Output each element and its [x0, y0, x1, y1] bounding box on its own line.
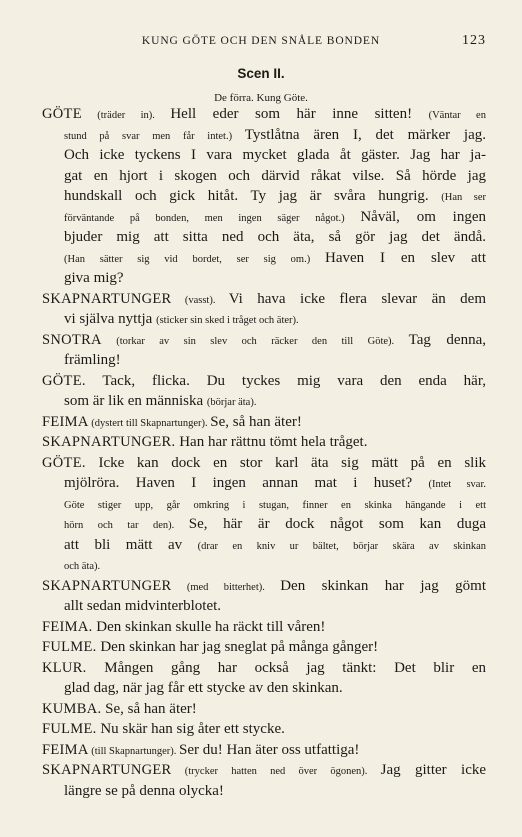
text-line: [42, 227, 486, 248]
stage-direction: (drar en kniv ur bältet, börjar skära av skinkan: [197, 540, 486, 552]
speaker-name: SKAPNARTUNGER: [42, 577, 172, 594]
speaker-name: GÖTE: [42, 106, 82, 122]
stage-direction: (sticker sin sked i tråget och äter).: [156, 315, 299, 326]
text-line: [42, 617, 486, 638]
dialogue: Tystlåtna ären I, det märker jag.: [244, 126, 486, 143]
speaker-name: FEIMA: [42, 413, 89, 430]
dialogue-text: [42, 104, 486, 801]
dialogue: vi själva nyttja: [64, 311, 157, 327]
scene-cast: De förra. Kung Göte.: [214, 92, 308, 104]
dialogue: längre se på denna olycka!: [64, 782, 224, 799]
text-line: [42, 719, 486, 740]
dialogue: att bli mätt av: [64, 536, 198, 553]
speaker-name: KUMBA.: [42, 700, 102, 717]
page-header: [0, 33, 522, 51]
dialogue: Se, så han äter!: [101, 700, 197, 717]
running-title: KUNG GÖTE OCH DEN SNÅLE BONDEN: [141, 35, 381, 47]
page-number: 123: [462, 33, 486, 48]
dialogue: Den skinkan har jag gömt: [280, 577, 486, 594]
speaker-name: KLUR.: [42, 659, 87, 676]
text-line: [42, 145, 486, 166]
text-line: [42, 289, 486, 310]
text-line: [42, 494, 486, 515]
text-line: [42, 248, 486, 269]
stage-direction: (dystert till Skapnartunger).: [88, 417, 211, 429]
text-line: [42, 658, 486, 679]
speaker-name: SNOTRA: [42, 331, 102, 348]
stage-direction: förväntande på bonden, men ingen säger något.): [64, 212, 361, 224]
scene-title: Scen II.: [237, 66, 285, 81]
speaker-name: GÖTE.: [42, 372, 86, 389]
text-line: [42, 432, 486, 453]
stage-direction: (trycker hatten ned över ögonen).: [171, 766, 381, 777]
stage-direction: (torkar av sin slev och räcker den till Göte).: [101, 335, 409, 347]
text-line: [42, 186, 486, 207]
dialogue: Nåväl, om ingen: [360, 208, 486, 225]
dialogue: som är lik en människa: [64, 393, 207, 409]
speaker-name: FEIMA.: [42, 618, 93, 635]
stage-direction: (Intet svar.: [428, 479, 486, 490]
speaker-name: SKAPNARTUNGER: [42, 762, 172, 778]
dialogue: gat en hjort i skogen och därvid råkat vilse. Så hörde jag: [64, 167, 486, 184]
stage-direction: (med bitterhet).: [171, 581, 281, 593]
speaker-name: FULME.: [42, 639, 97, 655]
text-line: [42, 166, 486, 187]
text-line: [42, 207, 486, 228]
dialogue: Hell eder som här inne sitten!: [170, 106, 429, 122]
text-line: [42, 678, 486, 699]
text-line: [42, 637, 486, 658]
dialogue: främling!: [64, 352, 121, 368]
text-line: [42, 781, 486, 802]
text-line: [42, 125, 486, 146]
dialogue: Han har rättnu tömt hela tråget.: [175, 434, 368, 450]
text-line: [42, 699, 486, 720]
text-line: [42, 371, 486, 392]
speaker-name: SKAPNARTUNGER: [42, 290, 172, 307]
stage-direction: (Han sätter sig vid bordet, ser sig om.): [64, 253, 325, 265]
stage-direction: (träder in).: [81, 110, 171, 121]
stage-direction: (Han ser: [441, 192, 487, 203]
text-line: [42, 391, 486, 412]
text-line: [42, 473, 486, 494]
stage-direction: och äta).: [64, 561, 101, 572]
text-line: [42, 268, 486, 289]
dialogue: allt sedan midvinterblotet.: [64, 598, 222, 614]
speaker-name: FEIMA: [42, 741, 89, 758]
dialogue: Och icke tyckens I vara mycket glada åt gäster. Jag har ja-: [64, 147, 486, 163]
speaker-name: FULME.: [42, 721, 97, 737]
dialogue: Den skinkan har jag sneglat på många gånger!: [96, 639, 379, 655]
dialogue: Ser du! Han äter oss utfattiga!: [179, 741, 360, 758]
text-line: [42, 576, 486, 597]
text-line: [42, 555, 486, 576]
dialogue: Icke kan dock en stor karl äta sig mätt på en slik: [85, 454, 486, 471]
dialogue: Nu skär han sig åter ett stycke.: [96, 721, 285, 737]
text-line: [42, 535, 486, 556]
dialogue: hundskall och gick hitåt. Ty jag är svåra hungrig.: [64, 188, 442, 204]
stage-direction: (vasst).: [171, 294, 229, 306]
stage-direction: (till Skapnartunger).: [88, 745, 180, 757]
text-line: [42, 350, 486, 371]
dialogue: bjuder mig att sitta ned och äta, så gör jag det ändå.: [64, 229, 486, 245]
dialogue: Se, så han äter!: [210, 413, 302, 430]
text-line: [42, 760, 486, 781]
text-line: [42, 330, 486, 351]
text-line: [42, 453, 486, 474]
text-line: [42, 104, 486, 125]
dialogue: Tack, flicka. Du tyckes mig vara den enda här,: [85, 372, 486, 389]
text-line: [42, 412, 486, 433]
dialogue: Haven I en slev att: [324, 249, 486, 266]
text-line: [42, 596, 486, 617]
dialogue: Tag denna,: [408, 331, 486, 348]
dialogue: mjölröra. Haven I ingen annan mat i huset?: [64, 475, 429, 491]
speaker-name: SKAPNARTUNGER.: [42, 434, 176, 450]
text-line: [42, 309, 486, 330]
stage-direction: (börjar äta).: [206, 397, 257, 408]
dialogue: glad dag, när jag får ett stycke av den skinkan.: [64, 680, 343, 696]
dialogue: Den skinkan skulle ha räckt till våren!: [92, 618, 326, 635]
stage-direction: Göte stiger upp, går omkring i stugan, finner en skinka hängande i ett: [64, 499, 486, 511]
dialogue: Se, här är dock något som kan duga: [188, 516, 486, 532]
dialogue: Jag gitter icke: [380, 762, 487, 778]
text-line: [42, 514, 486, 535]
speaker-name: GÖTE.: [42, 454, 86, 471]
stage-direction: stund på svar men får intet.): [64, 130, 245, 142]
dialogue: giva mig?: [64, 270, 124, 286]
dialogue: Mången gång har också jag tänkt: Det blir en: [86, 659, 486, 676]
text-line: [42, 740, 486, 761]
stage-direction: hörn och tar den).: [64, 520, 189, 531]
dialogue: Vi hava icke flera slevar än dem: [228, 290, 486, 307]
stage-direction: (Väntar en: [428, 110, 486, 121]
